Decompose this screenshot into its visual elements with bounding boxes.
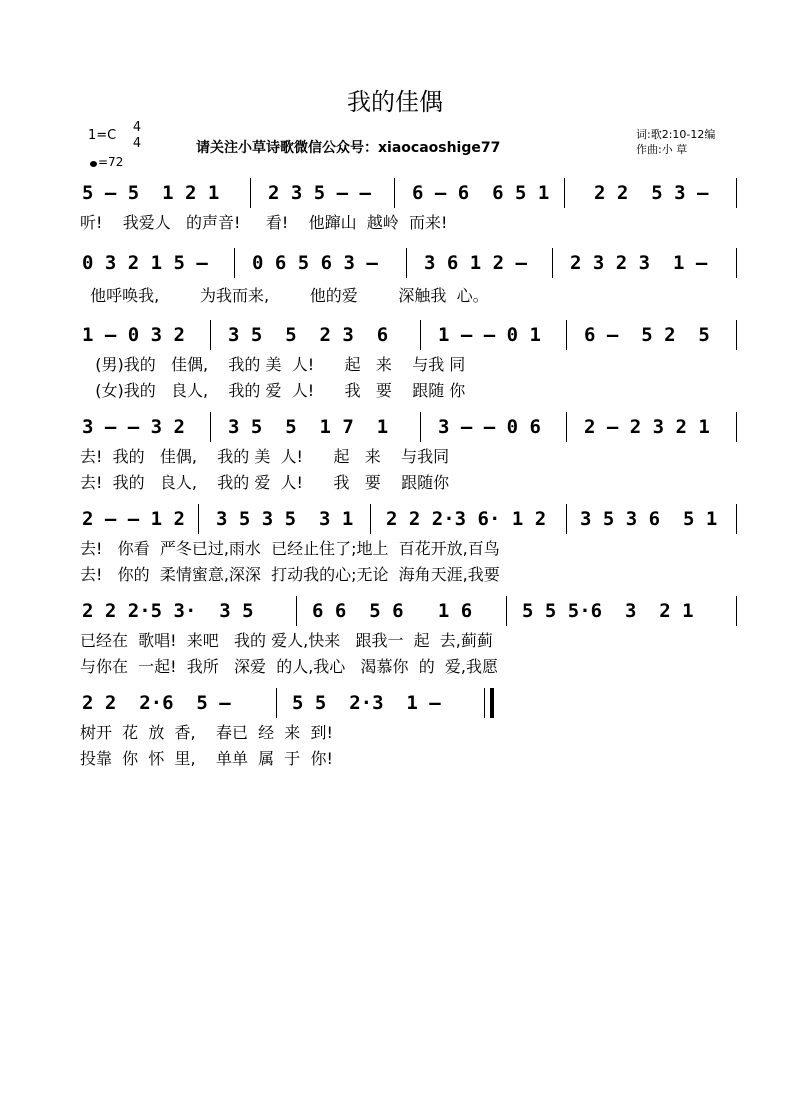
lyric-line: 已经在 歌唱! 来吧 我的 爱人,快来 跟我一 起 去,蓟蓟 xyxy=(80,631,493,650)
lyric-line: 去! 我的 良人, 我的 爱 人! 我 要 跟随你 xyxy=(80,473,450,492)
barline xyxy=(736,504,737,534)
measure: 3 5 5 1 7 1 xyxy=(228,416,389,438)
tempo-value: =72 xyxy=(98,155,124,169)
promo-text: 请关注小草诗歌微信公众号：xiaocaoshige77 xyxy=(196,140,501,156)
measure: 3 – – 3 2 xyxy=(82,416,185,438)
measure: 2 3 5 – – xyxy=(268,182,371,204)
barline xyxy=(296,596,297,626)
barline xyxy=(566,504,567,534)
barline xyxy=(210,320,211,350)
lyric-line: 与你在 一起! 我所 深爱 的人,我心 渴慕你 的 爱,我愿 xyxy=(80,657,498,676)
measure: 1 – 0 3 2 xyxy=(82,324,185,346)
barline xyxy=(406,248,407,278)
song-title: 我的佳偶 xyxy=(347,88,443,116)
score-line xyxy=(80,318,740,350)
barline xyxy=(276,688,277,718)
lyric-line: 投靠 你 怀 里, 单单 属 于 你! xyxy=(80,749,333,768)
lyric-line: 树开 花 放 香, 春已 经 来 到! xyxy=(80,723,333,742)
measure: 2 – 2 3 2 1 xyxy=(584,416,710,438)
lyric-line: 去! 我的 佳偶, 我的 美 人! 起 来 与我同 xyxy=(80,447,450,466)
measure: 6 6 5 6 1 6 xyxy=(312,600,473,622)
final-barline-thick xyxy=(490,688,494,718)
lyric-line: 他呼唤我, 为我而来, 他的爱 深触我 心。 xyxy=(80,286,489,305)
barline xyxy=(506,596,507,626)
measure: 3 6 1 2 – xyxy=(424,252,527,274)
measure: 3 5 3 6 5 1 xyxy=(580,508,718,530)
measure: 2 2 2·5 3· 3 5 xyxy=(82,600,254,622)
measure: 2 – – 1 2 xyxy=(82,508,185,530)
measure: 2 2 5 3 – xyxy=(594,182,709,204)
barline xyxy=(420,320,421,350)
measure: 2 3 2 3 1 – xyxy=(570,252,708,274)
measure: 6 – 5 2 5 xyxy=(584,324,710,346)
barline xyxy=(736,320,737,350)
barline xyxy=(736,412,737,442)
measure: 3 – – 0 6 xyxy=(438,416,541,438)
composer: 作曲:小 草 xyxy=(636,143,688,156)
measure: 6 – 6 6 5 1 xyxy=(412,182,550,204)
barline xyxy=(566,320,567,350)
lyricist: 词:歌2:10-12编 xyxy=(636,128,716,141)
measure: 0 6 5 6 3 – xyxy=(252,252,378,274)
lyric-line: (女)我的 良人, 我的 爱 人! 我 要 跟随 你 xyxy=(80,381,466,400)
key-signature: 1=C xyxy=(88,128,117,143)
barline xyxy=(736,178,737,208)
measure: 2 2 2·3 6· 1 2 xyxy=(386,508,547,530)
score-line xyxy=(80,176,740,208)
barline xyxy=(234,248,235,278)
lyric-line: 去! 你的 柔情蜜意,深深 打动我的心;无论 海角天涯,我要 xyxy=(80,565,500,584)
measure: 5 – 5 1 2 1 xyxy=(82,182,220,204)
score-line xyxy=(80,594,740,626)
score-line xyxy=(80,686,740,718)
score-line xyxy=(80,410,740,442)
quarter-note-icon xyxy=(90,161,97,167)
barline xyxy=(736,248,737,278)
barline xyxy=(210,412,211,442)
measure: 3 5 3 5 3 1 xyxy=(216,508,354,530)
time-signature-top: 4 xyxy=(132,120,142,135)
barline xyxy=(552,248,553,278)
credits xyxy=(636,127,715,157)
measure: 2 2 2·6 5 – xyxy=(82,692,231,714)
score-line xyxy=(80,246,740,278)
score-line xyxy=(80,502,740,534)
measure: 5 5 2·3 1 – xyxy=(292,692,441,714)
barline xyxy=(420,412,421,442)
measure: 5 5 5·6 3 2 1 xyxy=(522,600,694,622)
barline xyxy=(564,178,565,208)
measure: 3 5 5 2 3 6 xyxy=(228,324,389,346)
barline xyxy=(394,178,395,208)
measure: 1 – – 0 1 xyxy=(438,324,541,346)
measure: 0 3 2 1 5 – xyxy=(82,252,208,274)
lyric-line: 去! 你看 严冬已过,雨水 已经止住了;地上 百花开放,百鸟 xyxy=(80,539,500,558)
lyric-line: 听! 我爱人 的声音! 看! 他蹿山 越岭 而来! xyxy=(80,213,448,232)
barline xyxy=(198,504,199,534)
time-signature xyxy=(130,120,144,152)
tempo-marking xyxy=(90,155,123,169)
barline xyxy=(370,504,371,534)
barline xyxy=(250,178,251,208)
barline xyxy=(736,596,737,626)
barline xyxy=(566,412,567,442)
time-signature-bottom: 4 xyxy=(132,136,142,151)
final-barline-thin xyxy=(484,688,485,718)
lyric-line: (男)我的 佳偶, 我的 美 人! 起 来 与我 同 xyxy=(80,355,466,374)
